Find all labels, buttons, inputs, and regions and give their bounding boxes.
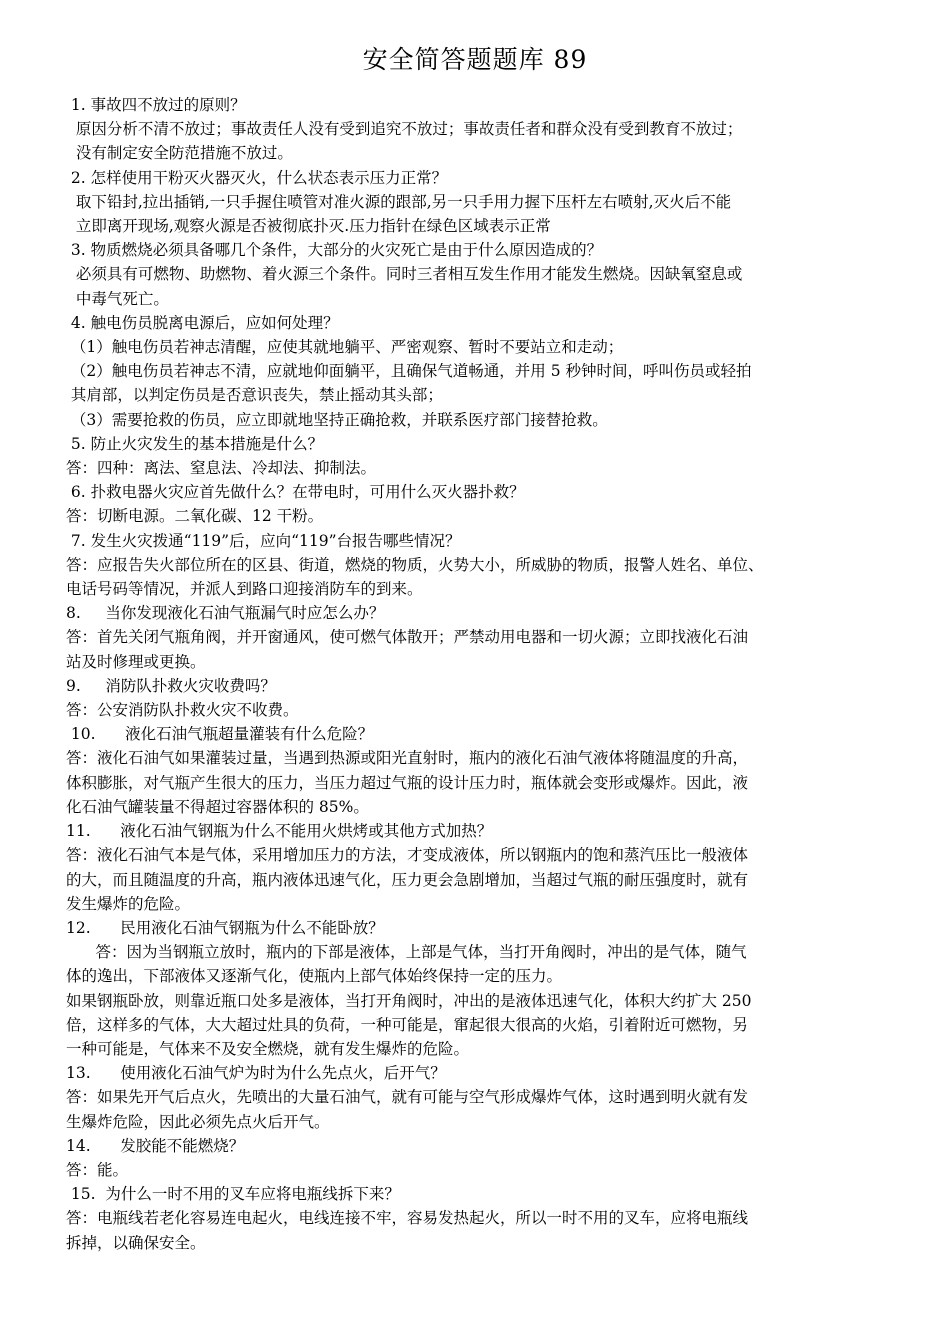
text-line: 5. 防止火灾发生的基本措施是什么？ — [66, 434, 324, 453]
text-line: 8. 当你发现液化石油气瓶漏气时应怎么办？ — [66, 604, 385, 623]
text-line: 12. 民用液化石油气钢瓶为什么不能卧放？ — [66, 918, 384, 937]
text-line: 取下铅封,拉出插销,一只手握住喷管对准火源的跟部,另一只手用力握下压杆左右喷射,灭火后不能 — [66, 192, 732, 211]
text-line: 化石油气罐装量不得超过容器体积的 85%。 — [66, 797, 369, 816]
text-line: （2）触电伤员若神志不清，应就地仰面躺平，且确保气道畅通，并用 5 秒钟时间，呼叫伤员或轻拍 — [66, 362, 752, 381]
text-block — [66, 1134, 908, 1158]
text-line: （3）需要抢救的伤员，应立即就地坚持正确抢救，并联系医疗部门接替抢救。 — [66, 410, 608, 429]
text-block — [66, 1085, 908, 1133]
text-line: 10. 液化石油气瓶超量灌装有什么危险？ — [66, 725, 374, 744]
text-line: 必须具有可燃物、助燃物、着火源三个条件。同时三者相互发生作用才能发生燃烧。因缺氧窒息或 — [66, 265, 743, 284]
text-line: 没有制定安全防范措施不放过。 — [66, 144, 293, 163]
text-line: 站及时修理或更换。 — [66, 652, 206, 671]
text-line: 立即离开现场,观察火源是否被彻底扑灭.压力指针在绿色区域表示正常 — [66, 217, 551, 236]
text-block — [66, 1061, 908, 1085]
text-block — [66, 1206, 908, 1254]
text-block — [66, 190, 908, 238]
text-line: 体的逸出，下部液体又逐渐气化，使瓶内上部气体始终保持一定的压力。 — [66, 967, 563, 986]
text-line: 中毒气死亡。 — [66, 289, 169, 308]
text-line: 1. 事故四不放过的原则？ — [66, 96, 246, 114]
text-line: 答：电瓶线若老化容易连电起火，电线连接不牢，容易发热起火，所以一时不用的叉车，应将电瓶线 — [66, 1209, 749, 1228]
document-title: 安全简答题题库 89 — [362, 45, 588, 74]
text-line: （1）触电伤员若神志清醒，应使其就地躺平、严密观察、暂时不要站立和走动； — [66, 338, 624, 357]
text-block — [66, 504, 908, 528]
text-block — [66, 989, 908, 1062]
text-block — [66, 166, 908, 190]
text-block — [66, 746, 908, 819]
text-line: 答：首先关闭气瓶角阀，并开窗通风，使可燃气体散开；严禁动用电器和一切火源；立即找液化石油 — [66, 628, 749, 647]
text-block — [66, 335, 908, 432]
text-block — [66, 916, 908, 940]
text-line: 原因分析不清不放过；事故责任人没有受到追究不放过；事故责任者和群众没有受到教育不放过； — [66, 120, 743, 139]
text-block — [66, 698, 908, 722]
text-line: 4. 触电伤员脱离电源后，应如何处理？ — [66, 313, 339, 332]
text-block — [66, 843, 908, 916]
text-line: 答：应报告失火部位所在的区县、街道，燃烧的物质，火势大小，所威胁的物质，报警人姓名、单位、 — [66, 555, 764, 574]
text-line: 答：切断电源。二氧化碳、12 干粉。 — [66, 507, 324, 526]
text-block — [66, 722, 908, 746]
text-line: 3. 物质燃烧必须具备哪几个条件，大部分的火灾死亡是由于什么原因造成的？ — [66, 241, 603, 260]
text-line: 答：液化石油气如果灌装过量，当遇到热源或阳光直射时，瓶内的液化石油气液体将随温度的升高， — [66, 749, 749, 768]
text-line: 11. 液化石油气钢瓶为什么不能用火烘烤或其他方式加热？ — [66, 822, 493, 841]
document-body — [66, 93, 908, 1255]
text-line: 15. 为什么一时不用的叉车应将电瓶线拆下来？ — [66, 1185, 400, 1204]
text-block — [66, 529, 908, 553]
text-line: 拆掉，以确保安全。 — [66, 1233, 206, 1252]
text-block — [66, 432, 908, 456]
text-line: 倍，这样多的气体，大大超过灶具的负荷，一种可能是，窜起很大很高的火焰，引着附近可燃物，另 — [66, 1015, 749, 1034]
text-block — [66, 238, 908, 262]
text-line: 发生爆炸的危险。 — [66, 894, 191, 913]
text-block — [66, 1182, 908, 1206]
text-line: 电话号码等情况，并派人到路口迎接消防车的到来。 — [66, 580, 423, 599]
text-block — [66, 262, 908, 310]
text-line: 答：液化石油气本是气体，采用增加压力的方法，才变成液体，所以钢瓶内的饱和蒸汽压比一般液体 — [66, 846, 749, 865]
text-block — [66, 674, 908, 698]
text-line: 6. 扑救电器火灾应首先做什么？在带电时，可用什么灭火器扑救？ — [66, 483, 525, 502]
text-line: 13. 使用液化石油气炉为时为什么先点火，后开气？ — [66, 1064, 446, 1083]
text-line: 答：四种：离法、窒息法、冷却法、抑制法。 — [66, 459, 377, 478]
text-line: 7. 发生火灾拨通“119”后，应向“119”台报告哪些情况？ — [66, 531, 461, 550]
text-line: 的大，而且随温度的升高，瓶内液体迅速气化，压力更会急剧增加，当超过气瓶的耐压强度时，就有 — [66, 870, 749, 889]
text-line: 答：能。 — [66, 1160, 129, 1179]
text-block — [66, 553, 908, 601]
text-line: 答：因为当钢瓶立放时，瓶内的下部是液体，上部是气体，当打开角阀时，冲出的是气体，随气 — [66, 943, 747, 962]
text-block — [66, 1158, 908, 1182]
text-line: 一种可能是，气体来不及安全燃烧，就有发生爆炸的危险。 — [66, 1039, 470, 1058]
text-block — [66, 117, 908, 165]
text-line: 14. 发胶能不能燃烧？ — [66, 1136, 245, 1155]
text-line: 体积膨胀，对气瓶产生很大的压力，当压力超过气瓶的设计压力时，瓶体就会变形或爆炸。因此，液 — [66, 773, 749, 792]
text-block — [66, 93, 908, 117]
text-line: 如果钢瓶卧放，则靠近瓶口处多是液体，当打开角阀时，冲出的是液体迅速气化，体积大约扩大 250 — [66, 991, 752, 1010]
text-block — [66, 819, 908, 843]
text-block — [66, 601, 908, 625]
text-line: 9. 消防队扑救火灾收费吗？ — [66, 676, 276, 695]
text-line: 答：公安消防队扑救火灾不收费。 — [66, 701, 299, 720]
text-block — [66, 456, 908, 480]
text-block — [66, 625, 908, 673]
text-block — [66, 480, 908, 504]
text-block — [66, 940, 908, 988]
text-block — [66, 311, 908, 335]
text-line: 生爆炸危险，因此必须先点火后开气。 — [66, 1112, 330, 1131]
text-line: 2. 怎样使用干粉灭火器灭火，什么状态表示压力正常？ — [66, 168, 448, 187]
text-line: 答：如果先开气后点火，先喷出的大量石油气，就有可能与空气形成爆炸气体，这时遇到明火就有发 — [66, 1088, 749, 1107]
text-line: 其肩部，以判定伤员是否意识丧失，禁止摇动其头部； — [66, 386, 443, 405]
